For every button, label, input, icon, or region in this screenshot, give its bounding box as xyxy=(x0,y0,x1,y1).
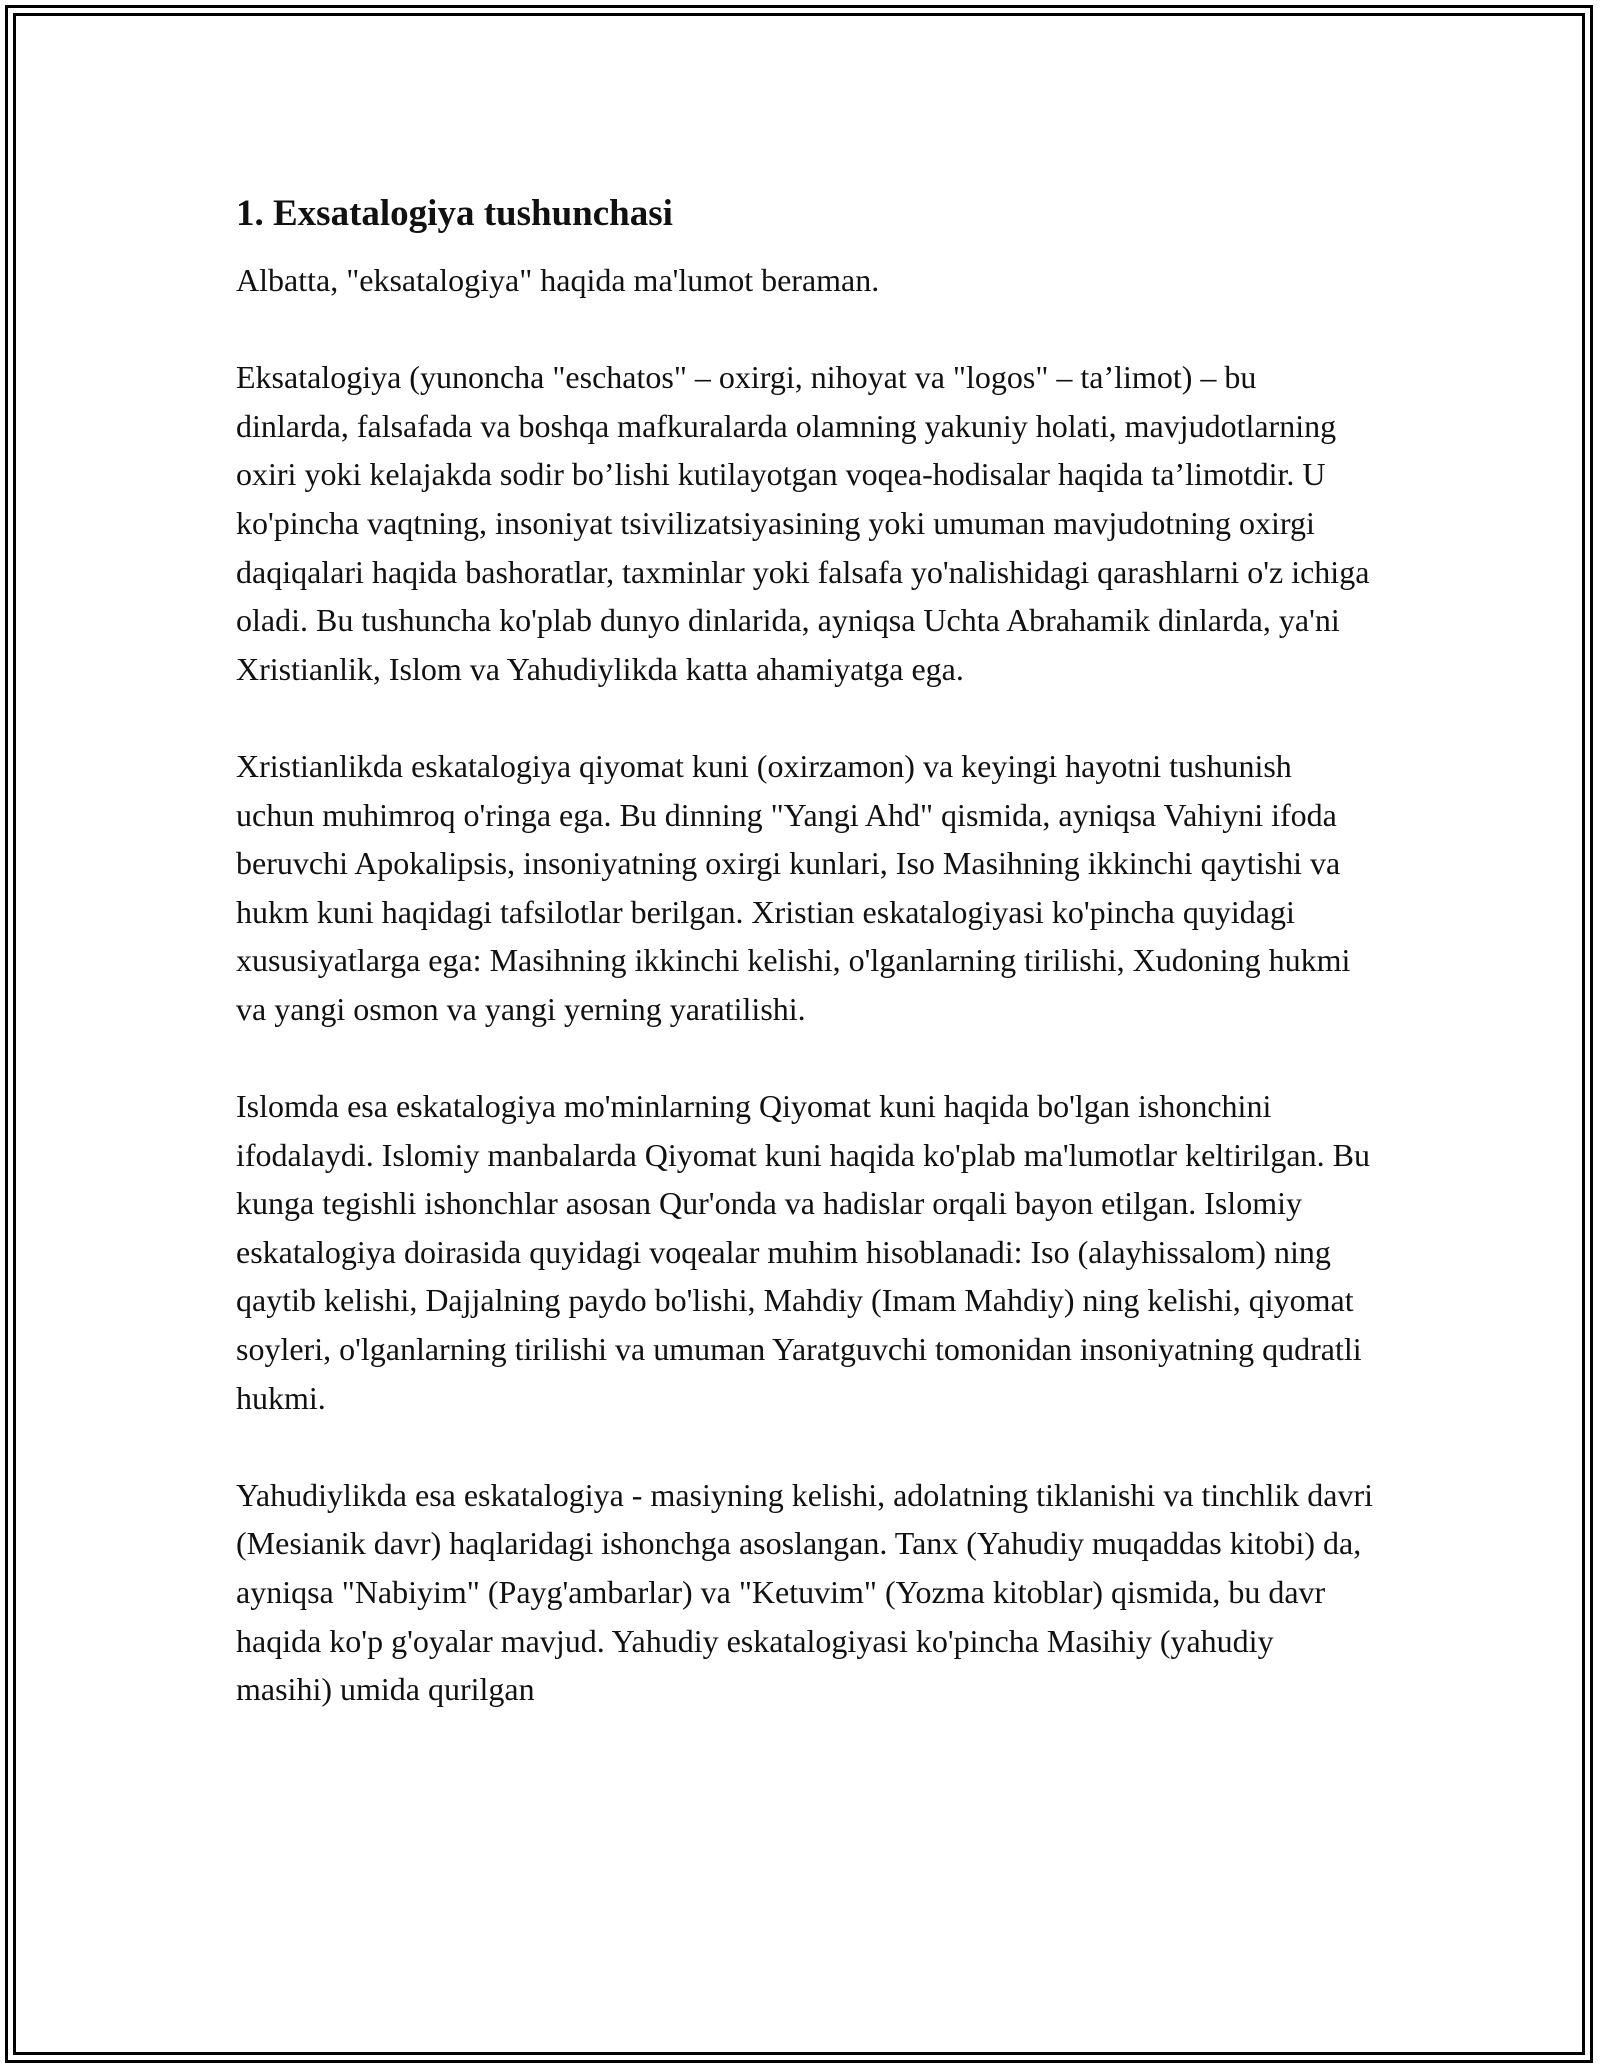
paragraph-definition: Eksatalogiya (yunoncha "eschatos" – oxirgi, nihoyat va "logos" – ta’limot) – bu dinlarda, falsafada va boshqa mafkuralarda olamning yakuniy holati, mavjudotlarning oxiri yoki kelajakda sodir bo’lishi kutilayotgan voqea-hodisalar haqida ta’limotdir. U ko'pincha vaqtning, insoniyat tsivilizatsiyasining yoki umuman mavjudotning oxirgi daqiqalari haqida bashoratlar, taxminlar yoki falsafa yo'nalishidagi qarashlarni o'z ichiga oladi. Bu tushuncha ko'plab dunyo dinlarida, ayniqsa Uchta Abrahamik dinlarda, ya'ni Xristianlik, Islom va Yahudiylikda katta ahamiyatga ega. xyxy=(236,359,1370,687)
paragraph-islam: Islomda esa eskatalogiya mo'minlarning Qiyomat kuni haqida bo'lgan ishonchini ifodalaydi. Islomiy manbalarda Qiyomat kuni haqida ko'plab ma'lumotlar keltirilgan. Bu kunga tegishli ishonchlar asosan Qur'onda va hadislar orqali bayon etilgan. Islomiy eskatalogiya doirasida quyidagi voqealar muhim hisoblanadi: Iso (alayhissalom) ning qaytib kelishi, Dajjalning paydo bo'lishi, Mahdiy (Imam Mahdiy) ning kelishi, qiyomat soyleri, o'lganlarning tirilishi va umuman Yaratguvchi tomonidan insoniyatning qudratli hukmi. xyxy=(236,1088,1370,1416)
document-body xyxy=(236,188,1376,1714)
paragraph-intro: Albatta, "eksatalogiya" haqida ma'lumot beraman. xyxy=(236,262,880,298)
paragraph-christianity: Xristianlikda eskatalogiya qiyomat kuni (oxirzamon) va keyingi hayotni tushunish uchun muhimroq o'ringa ega. Bu dinning "Yangi Ahd" qismida, ayniqsa Vahiyni ifoda beruvchi Apokalipsis, insoniyatning oxirgi kunlari, Iso Masihning ikkinchi qaytishi va hukm kuni haqidagi tafsilotlar berilgan. Xristian eskatalogiyasi ko'pincha quyidagi xususiyatlarga ega: Masihning ikkinchi kelishi, o'lganlarning tirilishi, Xudoning hukmi va yangi osmon va yangi yerning yaratilishi. xyxy=(236,747,1351,1027)
paragraph-judaism: Yahudiylikda esa eskatalogiya - masiyning kelishi, adolatning tiklanishi va tinchlik davri (Mesianik davr) haqlaridagi ishonchga asoslangan. Tanx (Yahudiy muqaddas kitobi) da, ayniqsa "Nabiyim" (Payg'ambarlar) va "Ketuvim" (Yozma kitoblar) qismida, bu davr haqida ko'p g'oyalar mavjud. Yahudiy eskatalogiyasi ko'pincha Masihiy (yahudiy masihi) umida qurilgan xyxy=(236,1476,1373,1708)
section-heading: 1. Exsatalogiya tushunchasi xyxy=(236,193,673,234)
